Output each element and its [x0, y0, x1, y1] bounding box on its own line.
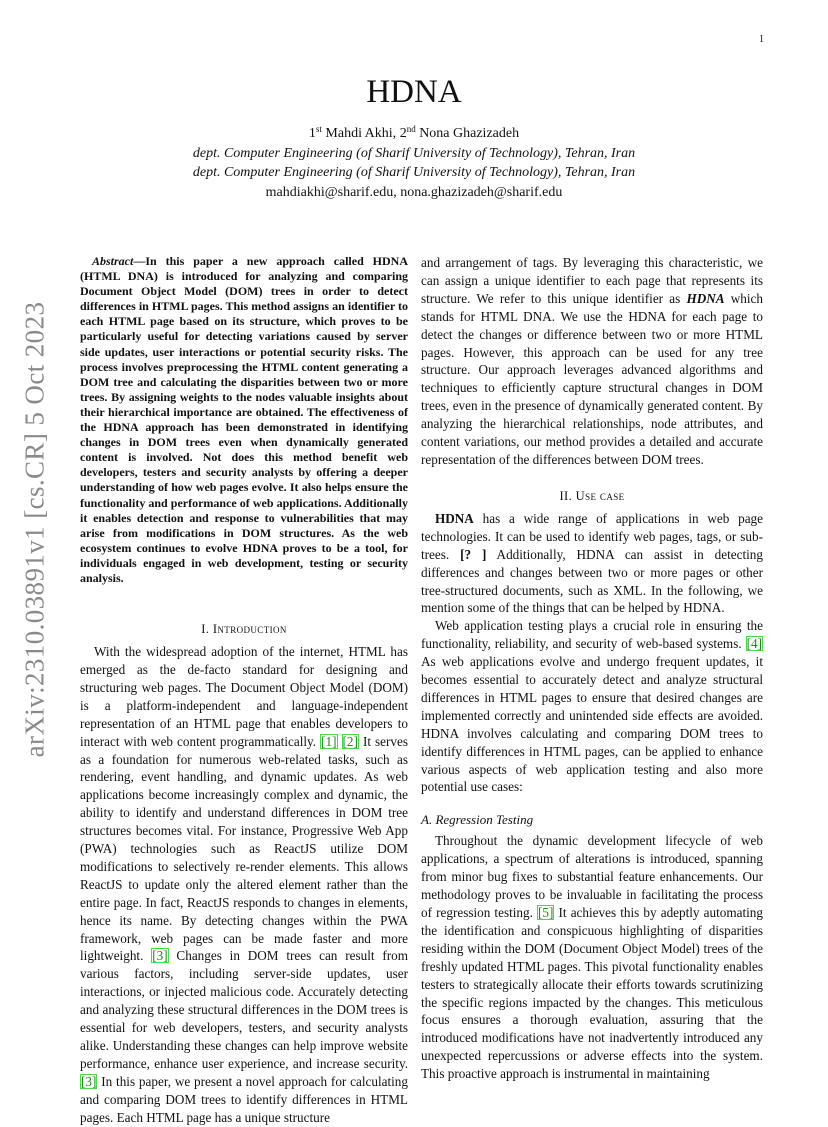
author-1-ordinal: st — [315, 124, 322, 134]
text-run: As web applications evolve and undergo frequent updates, it becomes essential to accurately detect and analyze structural differences in HTML pages to ensure that desired changes are implemented correctly and unintended side effects are avoided. HDNA involves calculating and comparing DOM trees to identify differences in HTML pages, can be applied to enhance various aspects of web application testing and also more potential use cases: — [421, 654, 763, 795]
section-heading-use-case — [421, 489, 763, 504]
text-run: In this paper, we present a novel approach for calculating and comparing DOM trees to identify differences in HTML pages. Each HTML page has a unique structure — [80, 1073, 408, 1125]
author-2-number: 2 — [399, 126, 407, 141]
text-run: Additionally, HDNA can assist in detecting differences and changes between two or more pages or other tree-structured documents, such as XML. In the following, we mention some of the things that can be helped by HDNA. — [421, 546, 763, 616]
arxiv-watermark — [10, 294, 60, 764]
text-run: has a wide range of applications in web page technologies. It can be used to identify web pages, tags, or sub-trees. — [421, 510, 763, 562]
text-run: With the widespread adoption of the internet, HTML has emerged as the de-facto standard for designing and structuring web pages. The Document Object Model (DOM) is a platform-independent and language-independent representation of an HTML page that enables developers to interact with web content programmatically. — [80, 644, 408, 749]
author-2-name: Nona Ghazizadeh — [419, 126, 520, 141]
author-block — [0, 120, 828, 202]
text-run: It achieves this by adeptly automating the identification and conspicuous highlighting of disparities residing within the DOM (Document Object Model) trees of the freshly updated HTML pages. This pivotal functionality enables testers to strategically allocate their efforts towards scrutinizing the specific regions impacted by the changes. This meticulous focus ensures a thorough evaluation, assuring that the introduced modifications have not inadvertently introduced any unexpected repercussions or adverse effects into the system. This proactive approach is instrumental in maintaining — [421, 905, 763, 1082]
regression-testing-paragraph — [421, 832, 763, 1083]
citation-link[interactable]: [3] — [152, 948, 168, 964]
arxiv-id: arXiv:2310.03891v1 [cs.CR] 5 Oct 2023 — [19, 301, 50, 757]
text-run: Changes in DOM trees can result from various factors, including server-side updates, user interactions, or injected malicious code. Accurately detecting and analyzing these structural differences in the DOM trees is essential for web developers, testers, and security analysts alike. Understanding these changes can help improve website performance, enhance user experience, and increase security. — [80, 948, 408, 1071]
use-case-paragraph-2 — [421, 617, 763, 796]
text-run: and arrangement of tags. By leveraging this characteristic, we can assign a unique identifier to each page that represents its structure. We refer to this unique identifier as — [421, 255, 763, 306]
subsection-heading-regression-testing: A. Regression Testing — [421, 812, 534, 828]
citation-link[interactable]: [5] — [538, 905, 554, 920]
text-run: Throughout the dynamic development lifecycle of web applications, a spectrum of alterations is introduced, spanning from minor bug fixes to substantial feature enhancements. Our methodology proves to be invaluable in facilitating the process of regression testing. — [421, 833, 763, 920]
citation-link[interactable]: [2] — [342, 733, 358, 749]
abstract-text: —In this paper a new approach called HDNA (HTML DNA) is introduced for analyzing and comparing Document Object Model (DOM) trees in order to detect differences in HTML pages. This method assigns an identifier to each HTML page based on its structure, which proves to be particularly useful for detecting variations caused by server side updates, user interactions or potential security risks. The process involves preprocessing the HTML content generating a DOM tree and calculating the disparities between two or more trees. By assigning weights to the nodes valuable insights about their hierarchical importance are obtained. The effectiveness of the HDNA approach has been demonstrated in identifying changes in DOM trees even when dynamically generated content is involved. Not does this method benefit web developers, testers and security analysts by offering a deeper understanding of how web pages evolve. It also helps ensure the functionality and performance of web applications. Additionally it enables detection and response to vulnerabilities that may arise from modifications in DOM structures. As the web ecosystem continues to evolve HDNA proves to be a tool, for individuals engaged in web development, testing or security analysis. — [80, 254, 408, 585]
right-column — [421, 254, 763, 1083]
text-run: It serves as a foundation for numerous web-related tasks, such as rendering, event handling, and dynamic updates. As web applications become increasingly complex and dynamic, the ability to identify and understand differences in DOM tree structures becomes vital. For instance, Progressive Web App (PWA) technologies such as ReactJS utilize DOM modifications to selectively re-render elements. This allows ReactJS to update only the altered element rather than the entire page. In fact, ReactJS responds to changes in elements, hence its name. By detecting changes within the PWA framework, web pages can be made faster and more lightweight. — [80, 733, 408, 964]
paper-title: HDNA — [366, 74, 462, 110]
citation-link[interactable]: [1] — [321, 733, 337, 749]
author-emails: mahdiakhi@sharif.edu, nona.ghazizadeh@sharif.edu — [265, 184, 563, 200]
introduction-paragraph — [80, 643, 408, 1126]
affiliation-2: dept. Computer Engineering (of Sharif University of Technology), Tehran, Iran — [192, 165, 636, 180]
page-number: 1 — [759, 34, 764, 45]
text-run: Web application testing plays a crucial role in ensuring the functionality, reliability, and security of web-based systems. — [421, 618, 763, 652]
section-numeral: II. — [559, 488, 576, 503]
text-run: which stands for HTML DNA. We use the HDNA for each page to detect the changes or difference between two or more HTML pages. However, this approach can be used for any tree structure. Our approach leverages advanced algorithms and techniques to efficiently capture structural changes in DOM trees, even in the presence of dynamically generated content. By analyzing the hierarchical relationships, node attributes, and content variations, our method provides a detailed and accurate representation of the differences between DOM trees. — [421, 290, 763, 467]
section-numeral: I. — [201, 622, 213, 637]
author-names — [0, 120, 828, 144]
use-case-paragraph-1 — [421, 510, 763, 617]
section-heading-introduction — [80, 622, 408, 637]
author-2-ordinal: nd — [406, 124, 416, 134]
abstract-label: Abstract — [92, 254, 134, 268]
hdna-emphasis: HDNA — [686, 290, 725, 306]
affiliation-1: dept. Computer Engineering (of Sharif University of Technology), Tehran, Iran — [192, 145, 636, 161]
author-1-number: 1 — [308, 126, 316, 141]
introduction-paragraph-continued — [421, 254, 763, 469]
citation-link[interactable]: [4] — [746, 636, 762, 652]
abstract — [80, 254, 408, 586]
citation-link[interactable]: [3] — [81, 1073, 97, 1089]
left-column — [80, 254, 408, 1127]
author-1-name: Mahdi Akhi, — [325, 126, 397, 141]
section-title: Use case — [575, 488, 625, 503]
section-title: Introduction — [212, 622, 287, 637]
hdna-term: HDNA — [435, 510, 474, 526]
unresolved-citation: [? ] — [460, 546, 487, 562]
